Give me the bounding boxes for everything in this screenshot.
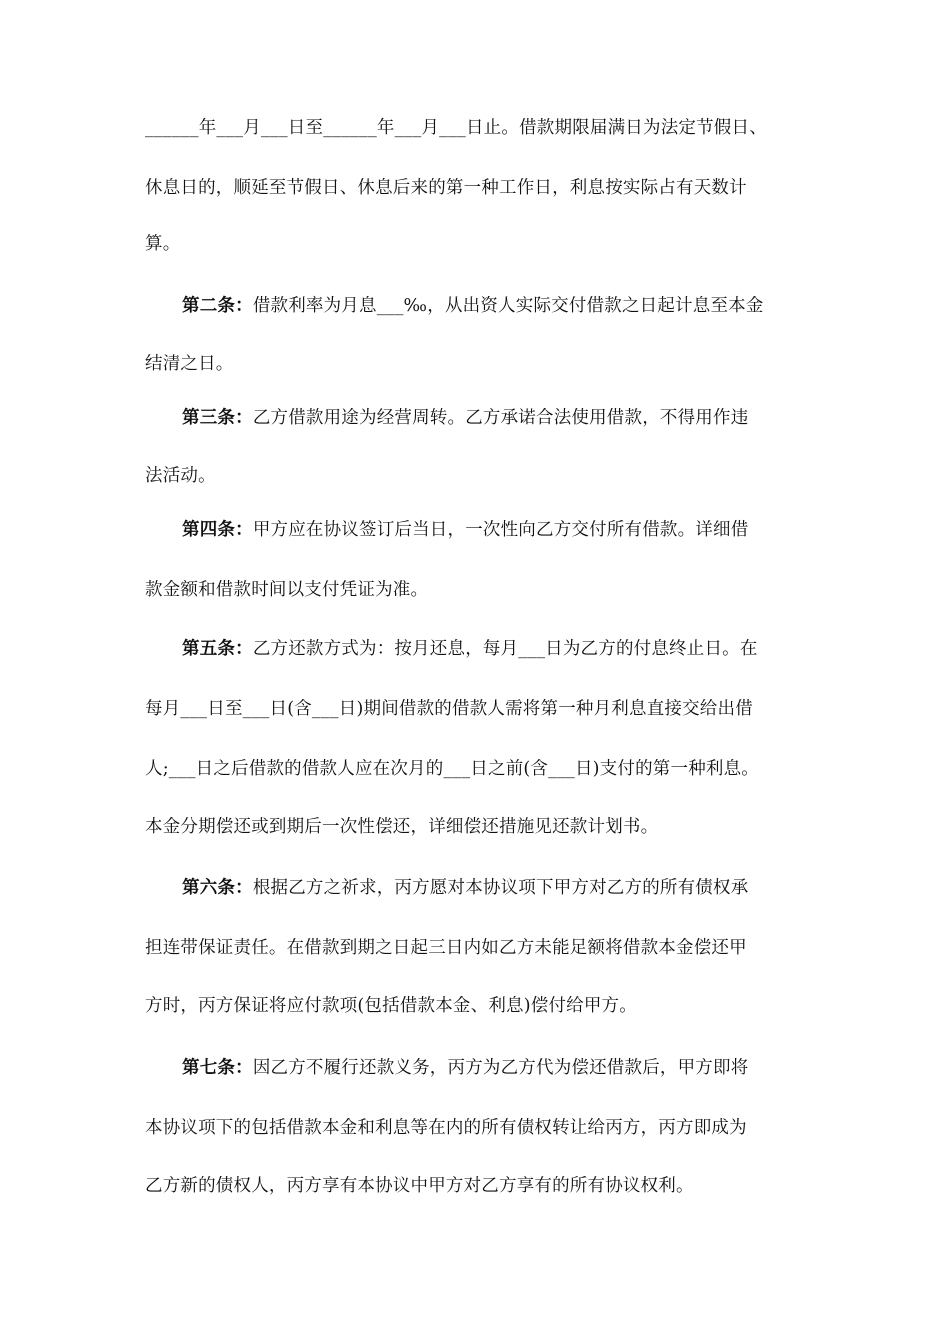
article-7-label: 第七条： [182,1058,253,1078]
paragraph-line [145,697,753,721]
paragraph-line [145,1116,747,1140]
line-text: 人;___日之后借款的借款人应在次月的___日之前(含___日)支付的第一种利息。 [145,759,759,779]
line-text: 担连带保证责任。在借款到期之日起三日内如乙方未能足额将借款本金偿还甲 [145,938,747,958]
line-text: 方时，丙方保证将应付款项(包括借款本金、利息)偿付给甲方。 [145,996,637,1016]
article-4-line [182,518,748,542]
paragraph-line [145,464,216,488]
line-text: 款金额和借款时间以支付凭证为准。 [145,580,429,600]
article-3-line [182,406,748,430]
paragraph-line [145,815,658,839]
line-text: 乙方新的债权人，丙方享有本协议中甲方对乙方享有的所有协议权利。 [145,1176,694,1196]
line-text: 根据乙方之祈求，丙方愿对本协议项下甲方对乙方的所有债权承 [252,878,749,898]
article-2-label: 第二条： [182,296,253,316]
line-text: ______年___月___日至______年___月___日止。借款期限届满日为法定节假日、 [145,118,767,138]
line-text: 甲方应在协议签订后当日，一次性向乙方交付所有借款。详细借 [252,520,749,540]
article-5-line [182,637,758,661]
paragraph-line [145,116,767,140]
article-2-line [182,294,764,318]
line-text: 借款利率为月息___‰，从出资人实际交付借款之日起计息至本金 [252,296,764,316]
line-text: 法活动。 [145,466,216,486]
paragraph-line [145,994,637,1018]
article-7-line [182,1056,748,1080]
line-text: 每月___日至___日(含___日)期间借款的借款人需将第一种月利息直接交给出借 [145,699,753,719]
line-text: 因乙方不履行还款义务，丙方为乙方代为偿还借款后，甲方即将 [252,1058,749,1078]
paragraph-line [145,1174,694,1198]
line-text: 算。 [145,234,181,254]
article-3-label: 第三条： [182,408,253,428]
paragraph-line [145,757,759,781]
line-text: 本金分期偿还或到期后一次性偿还，详细偿还措施见还款计划书。 [145,817,659,837]
article-4-label: 第四条： [182,520,253,540]
line-text: 结清之日。 [145,354,234,374]
paragraph-line [145,232,180,256]
paragraph-line [145,936,747,960]
line-text: 休息日的，顺延至节假日、休息后来的第一种工作日，利息按实际占有天数计 [145,178,747,198]
paragraph-line [145,176,747,200]
line-text: 乙方还款方式为：按月还息，每月___日为乙方的付息终止日。在 [252,639,758,659]
line-text: 乙方借款用途为经营周转。乙方承诺合法使用借款，不得用作违 [252,408,749,428]
article-5-label: 第五条： [182,639,253,659]
article-6-label: 第六条： [182,878,253,898]
article-6-line [182,876,748,900]
line-text: 本协议项下的包括借款本金和利息等在内的所有债权转让给丙方，丙方即成为 [145,1118,747,1138]
paragraph-line [145,352,234,376]
paragraph-line [145,578,428,602]
